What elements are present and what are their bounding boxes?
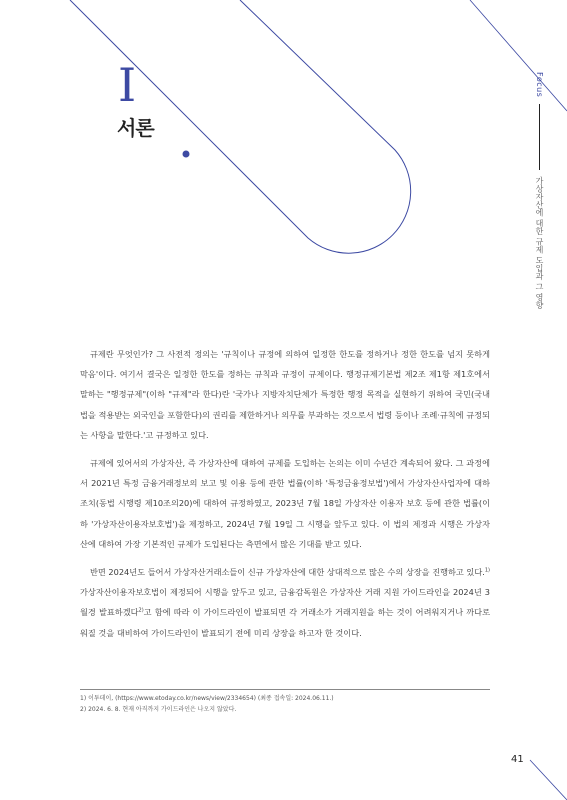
section-label: Focus	[535, 72, 544, 98]
decorative-diagonal-top	[470, 0, 567, 111]
paragraph-text: 반면 2024년도 들어서 가상자산거래소들이 신규 가상자산에 대한 상대적으로 많은 수의 상장을 진행하고 있다.	[90, 567, 485, 578]
footnotes	[80, 693, 490, 715]
body-text	[80, 344, 490, 651]
footnote-1: 1) 이투데이, (https://www.etoday.co.kr/news/view/2334654) (최종 접속일: 2024.06.11.)	[80, 695, 334, 702]
footnote-2: 2) 2024. 6. 8. 현재 아직까지 가이드라인은 나오지 않았다.	[80, 706, 237, 713]
running-header	[534, 72, 545, 309]
paragraph-history: 규제에 있어서의 가상자산, 즉 가상자산에 대하여 규제를 도입하는 논의는 이미 수년간 계속되어 왔다. 그 과정에서 2021년 특정 금융거래정보의 보고 및 이용 등에 관한 법률(이하 '특정금융정보법')에서 가상자산사업자에 대하 조치(동법 시행령 제10조의20)에 대하여 규정하였고, 2023년 7월 18일 가상자산 이용자 보호 등에 관한 법률(이하 '가상자산이용자보호법')을 제정하고, 2024년 7월 19일 그 시행을 앞두고 있다. 이 법의 제정과 시행은 가상자산에 대하여 가장 기본적인 규제가 도입된다는 측면에서 많은 기대를 받고 있다.	[80, 458, 490, 549]
header-rule	[539, 104, 540, 170]
decorative-diagonal-bottom	[530, 760, 567, 800]
paragraph-listings	[80, 562, 490, 643]
footnote-ref-2[interactable]: 2)	[138, 607, 144, 614]
accent-dot	[183, 151, 190, 158]
running-title: 가상자산에 대한 규제 도입과 그 영향	[535, 176, 544, 310]
page-number: 41	[511, 754, 524, 765]
paragraph-text: 가상자산이용자보호법이 제정되어 시행을 앞두고 있고, 금융감독원은 가상자산 거래 지원 가이드라인을 2024년 3월경 발표하겠다	[80, 587, 490, 618]
chapter-title: 서론	[117, 116, 154, 140]
chapter-numeral: I	[118, 58, 137, 112]
paragraph-text: 고 함에 따라 이 가이드라인이 발표되면 각 거래소가 거래지원을 하는 것이 어려워지거나 까다로워질 것을 대비하여 가이드라인이 발표되기 전에 미리 상장을 하고자 한 것이다.	[80, 607, 490, 638]
footnote-ref-1[interactable]: 1)	[484, 567, 490, 574]
paragraph-definition: 규제란 무엇인가? 그 사전적 정의는 '규칙이나 규정에 의하여 일정한 한도를 정하거나 정한 한도를 넘지 못하게 막음'이다. 여기서 결국은 일정한 한도를 정하는 규칙과 규정이 규제이다. 행정규제기본법 제2조 제1항 제1호에서 말하는 "행정규제"(이하 "규제"라 한다)란 '국가나 지방자치단체가 특정한 행정 목적을 실현하기 위하여 국민(국내법을 적용받는 외국인을 포함한다)의 권리를 제한하거나 의무를 부과하는 것으로서 법령 등이나 조례·규칙에 규정되는 사항을 말한다.'고 규정하고 있다.	[80, 349, 490, 440]
footnote-divider	[80, 689, 490, 690]
